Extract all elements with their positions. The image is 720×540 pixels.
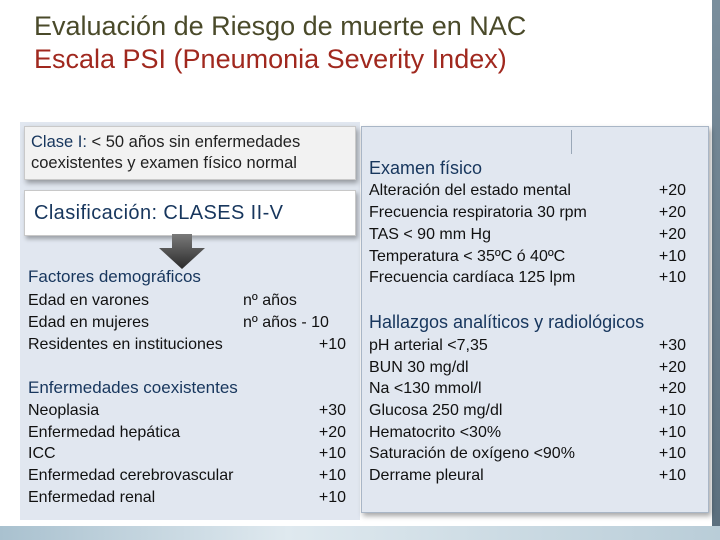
slide-title <box>34 10 526 76</box>
list-item: ICC <box>28 445 56 462</box>
list-item: Glucosa 250 mg/dl <box>369 402 503 419</box>
clase-i-label: Clase I: <box>31 133 87 151</box>
list-item: Edad en varones <box>28 292 149 309</box>
list-item: Frecuencia cardíaca 125 lpm <box>369 269 576 286</box>
list-item: Edad en mujeres <box>28 314 149 331</box>
list-item: Alteración del estado mental <box>369 182 571 199</box>
list-item-value: +20 <box>658 204 686 221</box>
list-item-value: +10 <box>318 489 346 506</box>
clase-i-box <box>24 126 356 180</box>
list-item-value: +20 <box>658 182 686 199</box>
bottom-edge-bar <box>0 526 720 540</box>
list-item-value: +10 <box>318 467 346 484</box>
list-item-value: +30 <box>658 337 686 354</box>
lab-heading: Hallazgos analíticos y radiológicos <box>369 312 645 332</box>
list-item-value: +30 <box>318 402 346 419</box>
list-item: Enfermedad cerebrovascular <box>28 467 234 484</box>
list-item: pH arterial <7,35 <box>369 337 488 354</box>
list-item-value: +10 <box>658 445 686 462</box>
exam-heading: Examen físico <box>369 158 483 178</box>
list-item-value: +20 <box>658 226 686 243</box>
down-arrow-icon <box>157 234 207 270</box>
list-item-value: +10 <box>658 402 686 419</box>
classification-box: Clasificación: CLASES II-V <box>24 190 356 236</box>
right-edge-bar <box>712 0 720 540</box>
list-item: Derrame pleural <box>369 467 484 484</box>
list-item: Saturación de oxígeno <90% <box>369 445 575 462</box>
demographics-heading: Factores demográficos <box>28 267 201 286</box>
list-item-value: nº años <box>243 292 297 309</box>
list-item-value: +10 <box>318 336 346 353</box>
list-item-value: +10 <box>318 445 346 462</box>
list-item: TAS < 90 mm Hg <box>369 226 491 243</box>
list-item-value: +10 <box>658 467 686 484</box>
list-item: Hematocrito <30% <box>369 424 502 441</box>
list-item: Enfermedad renal <box>28 489 156 506</box>
list-item-value: +10 <box>658 248 686 265</box>
clase-i-text: < 50 años sin enfermedades coexistentes y examen físico normal <box>31 133 301 172</box>
list-item: Na <130 mmol/l <box>369 380 482 397</box>
list-item: Neoplasia <box>28 402 100 419</box>
list-item-value: +20 <box>658 380 686 397</box>
divider <box>571 130 572 154</box>
title-line-2: Escala PSI (Pneumonia Severity Index) <box>34 44 507 74</box>
list-item: Temperatura < 35ºC ó 40ºC <box>369 248 566 265</box>
list-item: Frecuencia respiratoria 30 rpm <box>369 204 587 221</box>
list-item-value: nº años - 10 <box>243 314 329 331</box>
list-item-value: +20 <box>658 359 686 376</box>
list-item-value: +10 <box>658 424 686 441</box>
list-item: Residentes en instituciones <box>28 336 223 353</box>
list-item-value: +10 <box>658 269 686 286</box>
list-item: Enfermedad hepática <box>28 424 181 441</box>
comorbidities-heading: Enfermedades coexistentes <box>28 378 238 397</box>
list-item-value: +20 <box>318 424 346 441</box>
title-line-1: Evaluación de Riesgo de muerte en NAC <box>34 11 527 41</box>
list-item: BUN 30 mg/dl <box>369 359 469 376</box>
